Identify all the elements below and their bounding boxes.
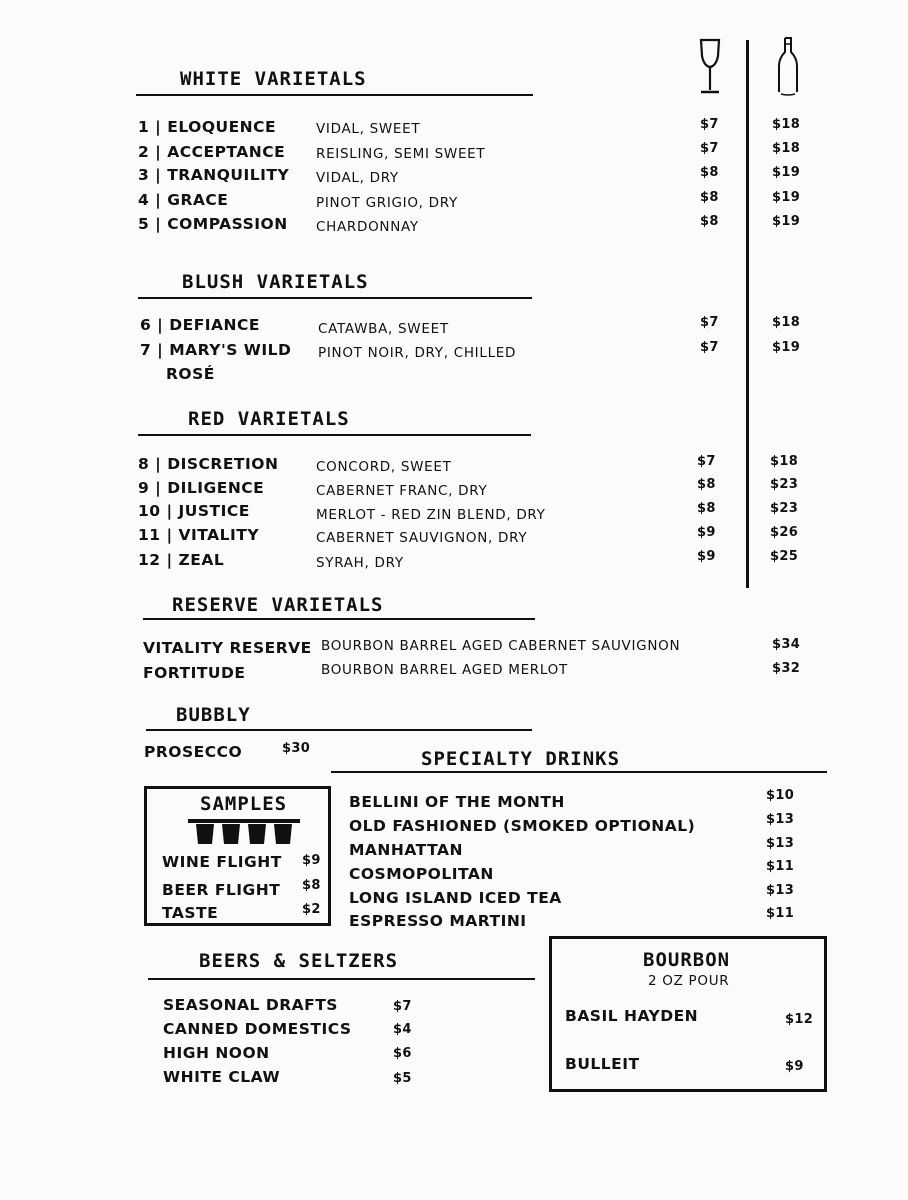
specialty-drinks-heading: SPECIALTY DRINKS	[421, 748, 621, 770]
drink-price: $11	[766, 859, 795, 874]
drink-price: $10	[766, 788, 795, 803]
sample-name: WINE FLIGHT	[162, 853, 282, 871]
drink-name: MANHATTAN	[349, 841, 463, 859]
wine-name: 10 | JUSTICE	[138, 502, 250, 520]
bottle-price: $19	[772, 214, 801, 229]
white-varietals-heading: WHITE VARIETALS	[180, 68, 367, 90]
glass-price: $7	[700, 340, 719, 355]
bottle-price: $19	[772, 190, 801, 205]
bottle-price: $23	[770, 501, 799, 516]
red-varietals-heading: RED VARIETALS	[188, 408, 350, 430]
glass-price: $9	[697, 549, 716, 564]
wine-description: BOURBON BARREL AGED MERLOT	[321, 662, 568, 678]
bubbly-item-price: $30	[282, 741, 311, 756]
sample-price: $2	[302, 902, 321, 917]
drink-name: LONG ISLAND ICED TEA	[349, 889, 562, 907]
bubbly-heading: BUBBLY	[176, 704, 251, 726]
beer-price: $4	[393, 1022, 412, 1037]
white-heading-rule	[136, 94, 533, 96]
specialty-heading-rule	[331, 771, 827, 773]
drink-price: $11	[766, 906, 795, 921]
glass-price: $8	[697, 501, 716, 516]
bottle-price: $26	[770, 525, 799, 540]
wine-name: 8 | DISCRETION	[138, 455, 279, 473]
wine-name: 11 | VITALITY	[138, 526, 260, 544]
wine-description: BOURBON BARREL AGED CABERNET SAUVIGNON	[321, 638, 681, 654]
wine-name: FORTITUDE	[143, 664, 246, 682]
drink-name: BELLINI OF THE MONTH	[349, 793, 565, 811]
blush-heading-rule	[138, 297, 532, 299]
reserve-varietals-heading: RESERVE VARIETALS	[172, 594, 384, 616]
drink-price: $13	[766, 883, 795, 898]
wine-description: CATAWBA, SWEET	[318, 321, 449, 337]
red-heading-rule	[138, 434, 531, 436]
bottle-price: $25	[770, 549, 799, 564]
tasting-glasses-icon	[188, 818, 303, 846]
glass-price: $9	[697, 525, 716, 540]
wine-description: MERLOT - RED ZIN BLEND, DRY	[316, 507, 546, 523]
wine-name-continued: ROSÉ	[166, 365, 215, 383]
bottle-price: $18	[772, 315, 801, 330]
sample-name: TASTE	[162, 904, 219, 922]
drink-name: COSMOPOLITAN	[349, 865, 494, 883]
bottle-price: $34	[772, 637, 801, 652]
wine-name: 3 | TRANQUILITY	[138, 166, 290, 184]
bubbly-heading-rule	[146, 729, 532, 731]
beer-price: $6	[393, 1046, 412, 1061]
beer-name: WHITE CLAW	[163, 1068, 281, 1086]
wine-description: VIDAL, DRY	[316, 170, 399, 186]
glass-price: $8	[700, 214, 719, 229]
wine-description: REISLING, SEMI SWEET	[316, 146, 486, 162]
wine-bottle-icon	[777, 36, 799, 98]
samples-heading: SAMPLES	[200, 793, 288, 815]
wine-glass-icon	[698, 38, 722, 96]
beers-heading-rule	[148, 978, 535, 980]
blush-varietals-heading: BLUSH VARIETALS	[182, 271, 369, 293]
drink-name: OLD FASHIONED (SMOKED OPTIONAL)	[349, 817, 696, 835]
drink-price: $13	[766, 812, 795, 827]
sample-price: $9	[302, 853, 321, 868]
sample-name: BEER FLIGHT	[162, 881, 281, 899]
bottle-price: $23	[770, 477, 799, 492]
bottle-price: $18	[772, 141, 801, 156]
sample-price: $8	[302, 878, 321, 893]
bourbon-name: BASIL HAYDEN	[565, 1007, 699, 1025]
bourbon-price: $12	[785, 1012, 814, 1027]
wine-name: 4 | GRACE	[138, 191, 229, 209]
wine-name: 5 | COMPASSION	[138, 215, 288, 233]
wine-name: VITALITY RESERVE	[143, 639, 312, 657]
glass-price: $7	[700, 315, 719, 330]
beer-name: SEASONAL DRAFTS	[163, 996, 338, 1014]
drink-price: $13	[766, 836, 795, 851]
glass-price: $7	[700, 141, 719, 156]
wine-description: CABERNET FRANC, DRY	[316, 483, 488, 499]
wine-name: 1 | ELOQUENCE	[138, 118, 277, 136]
wine-description: PINOT NOIR, DRY, CHILLED	[318, 345, 517, 361]
bottle-price: $32	[772, 661, 801, 676]
glass-price: $7	[697, 454, 716, 469]
wine-description: PINOT GRIGIO, DRY	[316, 195, 458, 211]
beer-price: $7	[393, 999, 412, 1014]
glass-price: $7	[700, 117, 719, 132]
bourbon-name: BULLEIT	[565, 1055, 640, 1073]
wine-description: SYRAH, DRY	[316, 555, 404, 571]
beers-seltzers-heading: BEERS & SELTZERS	[199, 950, 399, 972]
wine-name: 7 | MARY'S WILD	[140, 341, 292, 359]
wine-description: CABERNET SAUVIGNON, DRY	[316, 530, 528, 546]
wine-description: CHARDONNAY	[316, 219, 419, 235]
reserve-heading-rule	[143, 618, 535, 620]
bourbon-subheading: 2 OZ POUR	[648, 973, 730, 989]
glass-price: $8	[700, 190, 719, 205]
wine-name: 12 | ZEAL	[138, 551, 225, 569]
beer-name: HIGH NOON	[163, 1044, 270, 1062]
wine-description: VIDAL, SWEET	[316, 121, 421, 137]
wine-name: 6 | DEFIANCE	[140, 316, 260, 334]
bottle-price: $19	[772, 165, 801, 180]
glass-price: $8	[700, 165, 719, 180]
drink-name: ESPRESSO MARTINI	[349, 912, 527, 930]
wine-name: 2 | ACCEPTANCE	[138, 143, 286, 161]
beer-price: $5	[393, 1071, 412, 1086]
bottle-price: $19	[772, 340, 801, 355]
bottle-price: $18	[770, 454, 799, 469]
bubbly-item-name: PROSECCO	[144, 743, 243, 761]
bourbon-price: $9	[785, 1059, 804, 1074]
column-divider	[746, 40, 749, 588]
bottle-price: $18	[772, 117, 801, 132]
bourbon-heading: BOURBON	[643, 949, 731, 971]
wine-name: 9 | DILIGENCE	[138, 479, 265, 497]
glass-price: $8	[697, 477, 716, 492]
wine-description: CONCORD, SWEET	[316, 459, 452, 475]
beer-name: CANNED DOMESTICS	[163, 1020, 352, 1038]
